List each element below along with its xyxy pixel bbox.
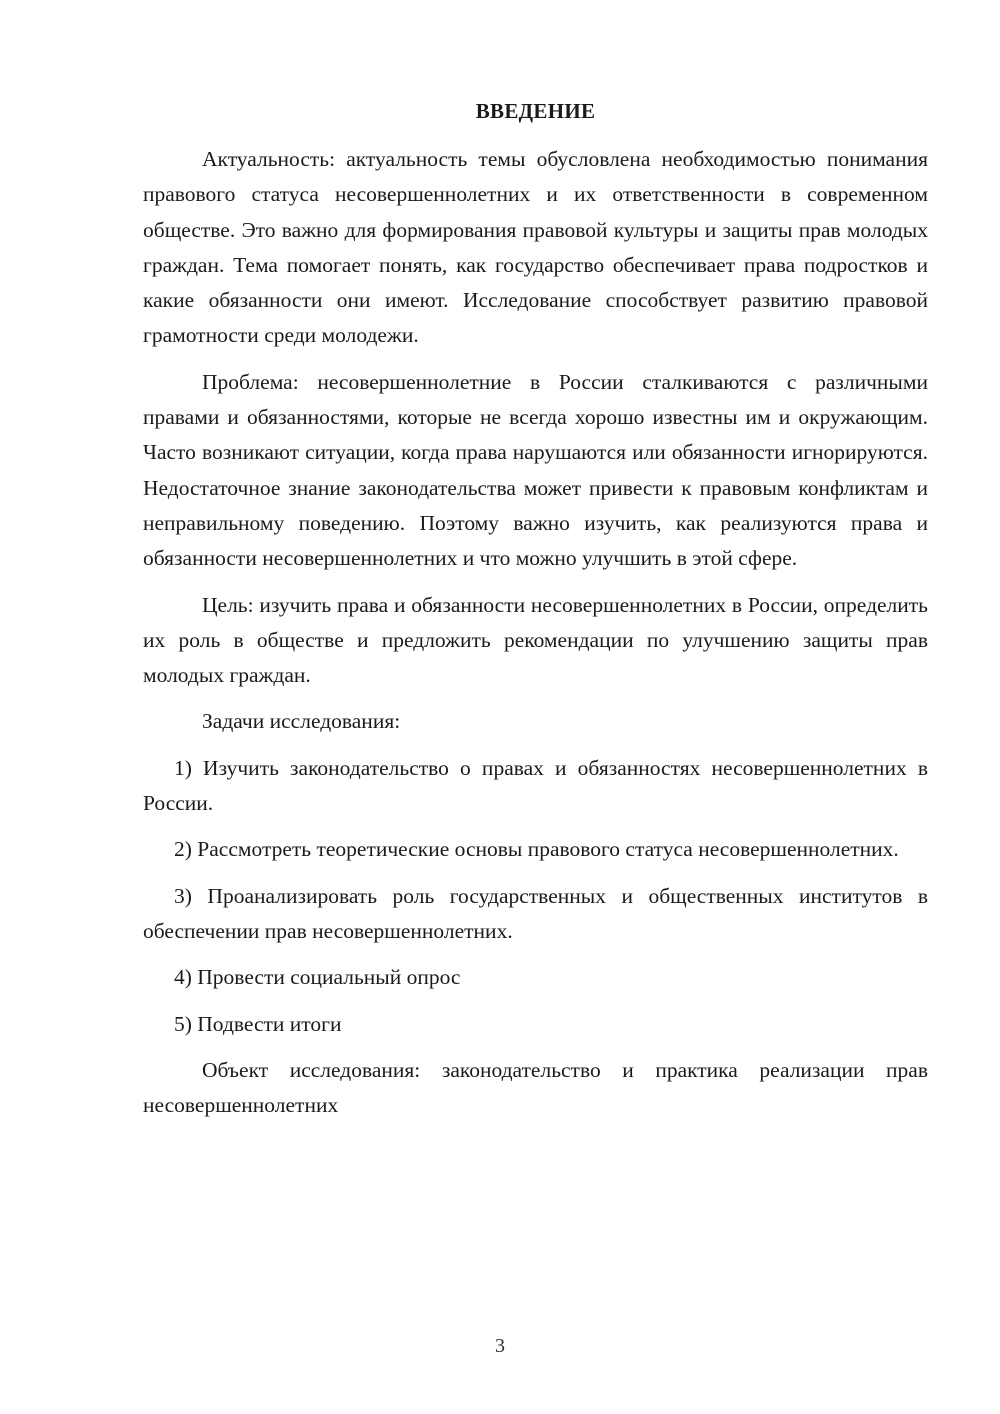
task-item-3: 3) Проанализировать роль государственных и общественных институтов в обеспечении прав несовершеннолетних. bbox=[143, 883, 928, 943]
task-item-2: 2) Рассмотреть теоретические основы правового статуса несовершеннолетних. bbox=[174, 837, 899, 862]
paragraph-goal: Цель: изучить права и обязанности несовершеннолетних в России, определить их роль в обществе и предложить рекомендации по улучшению защиты прав молодых граждан. bbox=[143, 592, 928, 688]
paragraph-relevance: Актуальность: актуальность темы обусловлена необходимостью понимания правового статуса несовершеннолетних и их ответственности в современном обществе. Это важно для формирования правовой культуры и защиты прав молодых граждан. Тема помогает понять, как государство обеспечивает права подростков и какие обязанности они имеют. Исследование способствует развитию правовой грамотности среди молодежи. bbox=[143, 147, 928, 348]
task-item-4: 4) Провести социальный опрос bbox=[174, 965, 461, 990]
paragraph-tasks-heading: Задачи исследования: bbox=[202, 709, 401, 734]
document-body bbox=[143, 142, 928, 1134]
paragraph-object: Объект исследования: законодательство и практика реализации прав несовершеннолетних bbox=[143, 1057, 928, 1118]
paragraph-problem: Проблема: несовершеннолетние в России сталкиваются с различными правами и обязанностями, которые не всегда хорошо известны им и окружающим. Часто возникают ситуации, когда права нарушаются или обязанности игнорируются. Недостаточное знание законодательства может привести к правовым конфликтам и неправильному поведению. Поэтому важно изучить, как реализуются права и обязанности несовершеннолетних и что можно улучшить в этой сфере. bbox=[143, 369, 928, 571]
section-title: ВВЕДЕНИЕ bbox=[475, 99, 596, 123]
page-number: 3 bbox=[495, 1335, 505, 1357]
task-item-5: 5) Подвести итоги bbox=[174, 1011, 342, 1036]
task-item-1: 1) Изучить законодательство о правах и обязанностях несовершеннолетних в России. bbox=[143, 755, 928, 816]
